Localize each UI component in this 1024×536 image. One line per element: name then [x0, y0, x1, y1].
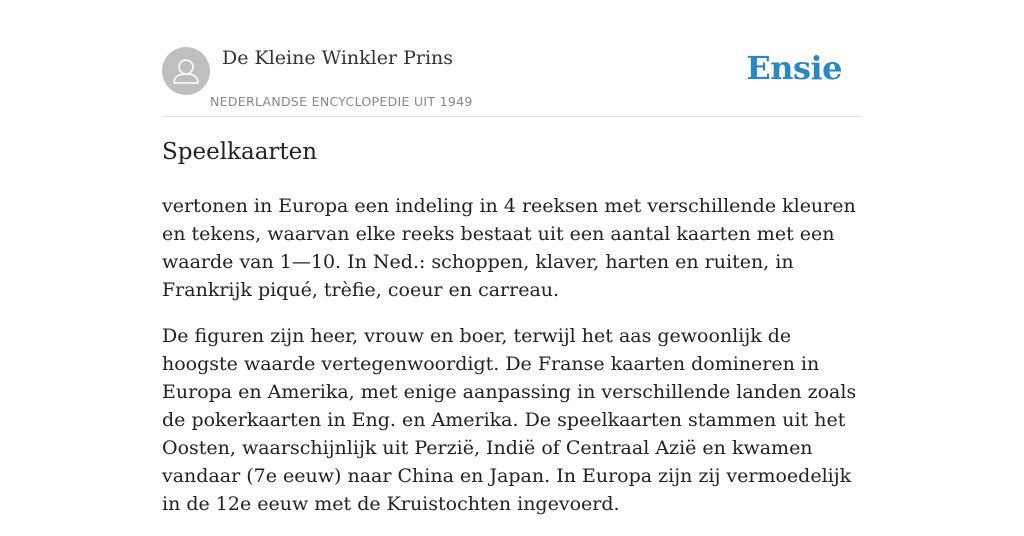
source-avatar[interactable]	[162, 47, 210, 95]
source-header	[162, 46, 862, 117]
page-title: Speelkaarten	[162, 139, 318, 165]
user-silhouette-icon	[162, 47, 210, 95]
article-body	[162, 192, 862, 536]
article-paragraph: De figuren zijn heer, vrouw en boer, terwijl het aas gewoonlijk de hoogste waarde vertegenwoordigt. De Franse kaarten domineren in Europa en Amerika, met enige aanpassing in verschillende landen zoals de pokerkaarten in Eng. en Amerika. De speelkaarten stammen uit het Oosten, waarschijnlijk uit Perzië, Indië of Centraal Azië en kwamen vandaar (7e eeuw) naar China en Japan. In Europa zijn zij vermoedelijk in de 12e eeuw met de Kruistochten ingevoerd.	[162, 325, 857, 515]
article-paragraph: vertonen in Europa een indeling in 4 reeksen met verschillende kleuren en tekens, waarvan elke reeks bestaat uit een aantal kaarten met een waarde van 1—10. In Ned.: schoppen, klaver, harten en ruiten, in Frankrijk piqué, trèfie, coeur en carreau.	[162, 195, 856, 301]
brand-logo[interactable]: Ensie	[746, 49, 842, 87]
source-subtitle: NEDERLANDSE ENCYCLOPEDIE UIT 1949	[210, 94, 473, 109]
source-title[interactable]: De Kleine Winkler Prins	[222, 47, 454, 69]
